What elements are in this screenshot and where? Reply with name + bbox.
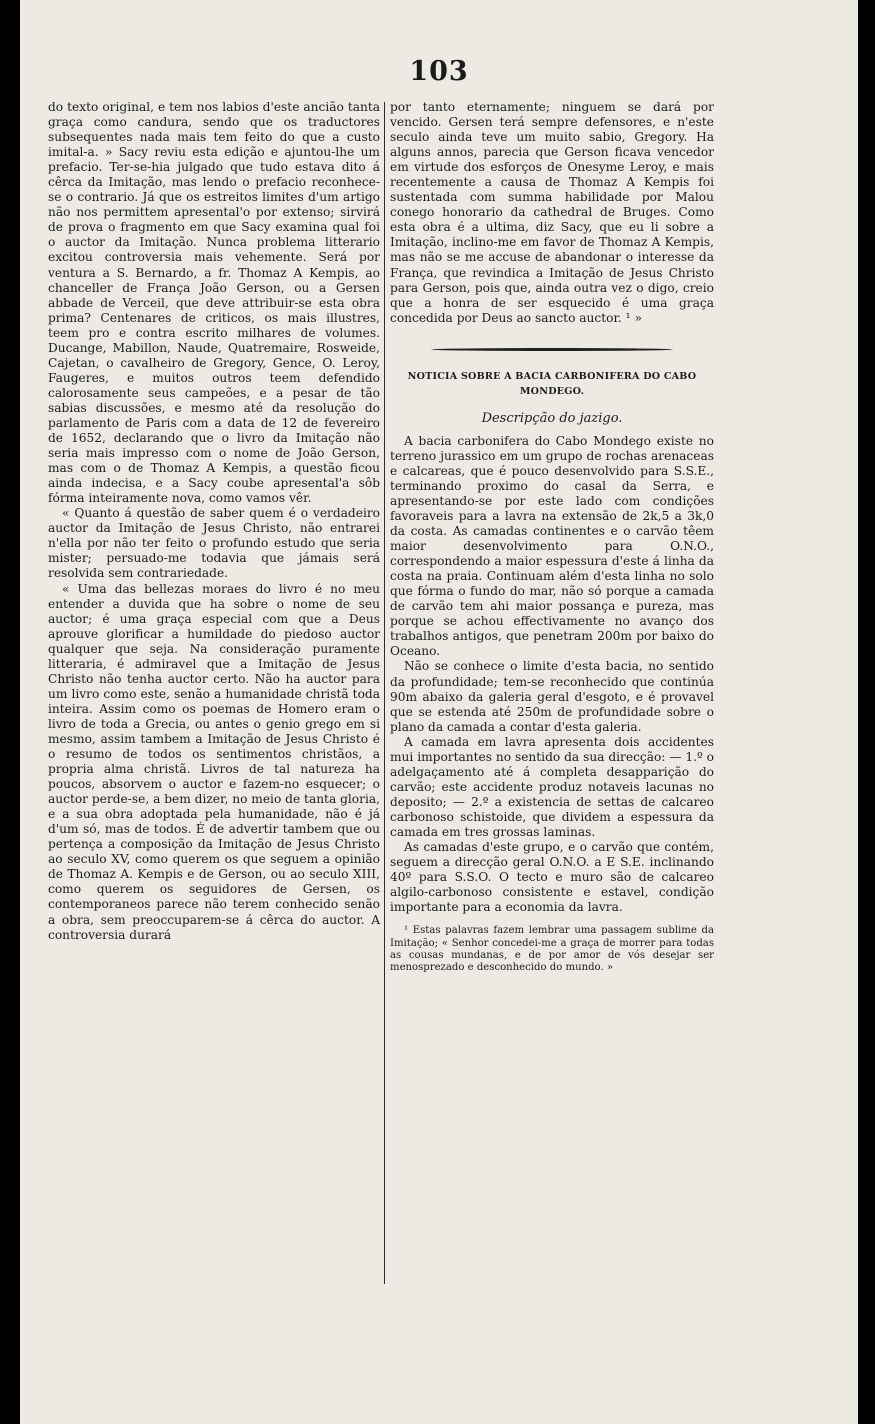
- article-paragraph-4: As camadas d'este grupo, e o carvão que contém, seguem a direcção geral O.N.O. a E S.E. inclinando 40º para S.S.O. O tecto e muro são de calcareo algilo-carbonoso consistente e estavel, condição importante para a economia da lavra.: [390, 840, 714, 915]
- right-paragraph-1: por tanto eternamente; ninguem se dará por vencido. Gersen terá sempre defensores, e n'este seculo ainda teve um muito sabio, Gregory. Ha alguns annos, parecia que Gerson ficava vencedor em virtude dos esforços de Onesyme Leroy, e mais recentemente a causa de Thomaz A Kempis foi sustentada com summa habilidade por Malou conego honorario da cathedral de Bruges. Como esta obra é a ultima, diz Sacy, que eu li sobre a Imitação, inclino-me em favor de Thomaz A Kempis, mas não se me accuse de abandonar o interesse da França, que revindica a Imitação de Jesus Christo para Gerson, pois que, ainda outra vez o digo, creio que a honra de ser esquecido é uma graça concedida por Deus ao sancto auctor. ¹ »: [390, 100, 714, 325]
- article-subtitle: Descripção do jazigo.: [481, 410, 623, 426]
- article-paragraph-1: A bacia carbonifera do Cabo Mondego existe no terreno jurassico em um grupo de rochas arenaceas e calcareas, que é pouco desenvolvido para S.S.E., terminando proximo do casal da Serra, e apresentando-se por este lado com condições favoraveis para a lavra na extensão de 2k,5 a 3k,0 da costa. As camadas continentes e o carvão têem maior desenvolvimento para O.N.O., correspondendo a maior espessura d'este á linha da costa na praia. Continuam além d'esta linha no solo que fórma o fundo do mar, não só porque a camada de carvão tem ahi maior possança e pureza, mas porque se achou effectivamente no avanço dos trabalhos antigos, que penetram 200m por baixo do Oceano.: [390, 433, 714, 659]
- left-paragraph-2: « Quanto á questão de saber quem é o verdadeiro auctor da Imitação de Jesus Christo, não entrarei n'ella por não ter feito o profundo estudo que seria mister; persuado-me todavia que jámais será resolvida sem contrariedade.: [48, 506, 380, 581]
- left-column: [48, 100, 380, 943]
- article-paragraph-2: Não se conhece o limite d'esta bacia, no sentido da profundidade; tem-se reconhecido que continúa 90m abaixo da galeria geral d'esgoto, e é provavel que se estenda até 250m de profundidade sobre o plano da camada a contar d'esta galeria.: [390, 659, 714, 734]
- footnote: ¹ Estas palavras fazem lembrar uma passagem sublime da Imitação; « Senhor concedei-me a graça de morrer para todas as cousas mundanas, e de por amor de vós desejar ser menosprezado e desconhecido do mundo. »: [390, 925, 714, 974]
- page-number: 103: [409, 56, 469, 87]
- left-paragraph-1: do texto original, e tem nos labios d'este ancião tanta graça como candura, sendo que os traductores subsequentes nada mais tem feito do que a custo imital-a. » Sacy reviu esta edição e ajuntou-lhe um prefacio. Ter-se-hia julgado que tudo estava dito á cêrca da Imitação, mas lendo o prefacio reconhece-se o contrario. Já que os estreitos limites d'um artigo não nos permittem apresental'o por extenso; sirvirá de prova o fragmento em que Sacy examina qual foi o auctor da Imitação. Nunca problema litterario excitou controversia mais vehemente. Será por ventura a S. Bernardo, a fr. Thomaz A Kempis, ao chanceller de França João Gerson, ou a Gersen abbade de Verceil, que deve attribuir-se esta obra prima? Centenares de criticos, os mais illustres, teem pro e contra escrito milhares de volumes. Ducange, Mabillon, Naude, Quatremaire, Rosweide, Cajetan, o cavalheiro de Gregory, Gence, O. Leroy, Faugeres, e muitos outros teem defendido calorosamente seus campeões, e a pesar de tão sabias discussões, e mesmo até da resolução do parlamento de Paris com a data de 12 de fevereiro de 1652, declarando que o livro da Imitação não seria mais impresso com o nome de João Gerson, mas com o de Thomaz A Kempis, a questão ficou ainda indecisa, e a Sacy coube apresental'a sôb fórma inteiramente nova, como vamos vêr.: [48, 100, 380, 506]
- book-page: [20, 0, 858, 1424]
- left-paragraph-3: « Uma das bellezas moraes do livro é no meu entender a duvida que ha sobre o nome de seu auctor; é uma graça especial com que a Deus aprouve glorificar a humildade do piedoso auctor qualquer que seja. Na consideração puramente litteraria, é admiravel que a Imitação de Jesus Christo não tenha auctor certo. Não ha auctor para um livro como este, senão a humanidade christã toda inteira. Assim como os poemas de Homero eram o livro de toda a Grecia, ou antes o genio grego em si mesmo, assim tambem a Imitação de Jesus Christo é o resumo de todos os sentimentos christãos, a propria alma christã. Livros de tal natureza ha poucos, absorvem o auctor e fazem-no esquecer; o auctor perde-se, a bem dizer, no meio de tanta gloria, e a sua obra adoptada pela humanidade, não é já d'um só, mas de todos. É de advertir tambem que ou pertença a composição da Imitação de Jesus Christo ao seculo XV, como querem os que seguem a opinião de Thomaz A. Kempis e de Gerson, ou ao seculo XIII, como querem os seguidores de Gersen, os contemporaneos parece não terem conhecido senão a obra, sem preoccuparem-se á cêrca do auctor. A controversia durará: [48, 581, 380, 942]
- right-column: [390, 100, 714, 975]
- article-title: NOTICIA SOBRE A BACIA CARBONIFERA DO CABO MONDEGO.: [407, 370, 697, 397]
- section-divider: [431, 348, 673, 351]
- column-separator: [384, 102, 385, 1284]
- article-paragraph-3: A camada em lavra apresenta dois accidentes mui importantes no sentido da sua direcção: — 1.º o adelgaçamento até á completa desapparição do carvão; este accidente produz notaveis lacunas no deposito; — 2.º a existencia de settas de calcareo carbonoso schistoide, que dividem a espessura da camada em tres grossas laminas.: [390, 734, 714, 839]
